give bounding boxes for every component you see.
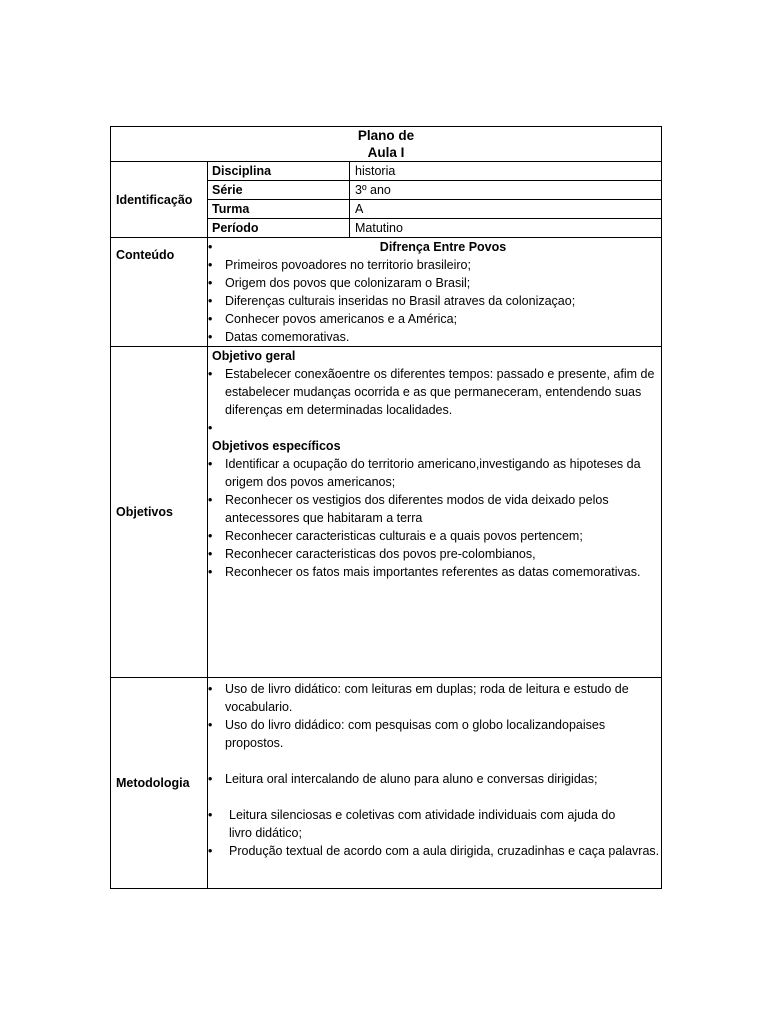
- list-item: [208, 238, 661, 256]
- conteudo-cell: [208, 238, 662, 347]
- list-item: [208, 527, 661, 545]
- list-item: [208, 310, 661, 328]
- list-item-text: • Leitura oral intercalando de aluno para aluno e conversas dirigidas;: [225, 772, 598, 786]
- serie-key: Série: [208, 181, 350, 200]
- list-item-text: • Conhecer povos americanos e a América;: [225, 312, 458, 326]
- list-item-text: • Identificar a ocupação do territorio americano,investigando as hipoteses da origem dos povos americanos;: [225, 457, 641, 489]
- list-item-text: • Reconhecer os fatos mais importantes referentes as datas comemorativas.: [225, 565, 641, 579]
- metodologia-label: Metodologia: [111, 678, 208, 889]
- list-item-text: • Datas comemorativas.: [225, 330, 350, 344]
- turma-key: Turma: [208, 200, 350, 219]
- lesson-plan-table: [110, 126, 662, 889]
- row-disciplina: [111, 162, 662, 181]
- list-item: [208, 292, 661, 310]
- list-item: [208, 806, 661, 842]
- list-item: [208, 680, 661, 716]
- list-item: [208, 328, 661, 346]
- list-item-text: • Uso de livro didático: com leituras em duplas; roda de leitura e estudo de vocabulario.: [225, 682, 629, 714]
- row-conteudo: [111, 238, 662, 347]
- list-item: [208, 256, 661, 274]
- list-item-text: • Primeiros povoadores no territorio brasileiro;: [225, 258, 471, 272]
- row-objetivos: [111, 347, 662, 678]
- list-item: [208, 545, 661, 563]
- identificacao-label: Identificação: [111, 162, 208, 238]
- disciplina-key: Disciplina: [208, 162, 350, 181]
- list-item-text: • Uso do livro didádico: com pesquisas com o globo localizandopaises propostos.: [225, 718, 606, 750]
- title-line-1: Plano de: [357, 128, 415, 143]
- list-item: [208, 365, 661, 419]
- serie-value: 3º ano: [350, 181, 662, 200]
- list-item-text: • Reconhecer os vestigios dos diferentes modos de vida deixado pelos antecessores que habitaram a terra: [225, 493, 609, 525]
- title-line-2: Aula I: [367, 145, 405, 160]
- turma-value: A: [350, 200, 662, 219]
- metodologia-list-2: [208, 770, 661, 788]
- metodologia-list-3: [208, 806, 661, 860]
- periodo-key: Período: [208, 219, 350, 238]
- row-metodologia: [111, 678, 662, 889]
- list-item-text: • Diferenças culturais inseridas no Brasil atraves da colonizaçao;: [225, 294, 576, 308]
- list-item-text: • Reconhecer caracteristicas dos povos pre-colombianos,: [225, 547, 536, 561]
- list-item-text: • Produção textual de acordo com a aula dirigida, cruzadinhas e caça palavras.: [229, 844, 660, 858]
- list-item: [208, 274, 661, 292]
- objetivos-cell: [208, 347, 662, 678]
- list-item: [208, 770, 661, 788]
- conteudo-list: [208, 238, 661, 346]
- empty-bullet: [208, 419, 661, 437]
- list-item: [208, 491, 661, 527]
- conteudo-heading: • Difrença Entre Povos: [379, 240, 507, 254]
- list-item-text: • Estabelecer conexãoentre os diferentes tempos: passado e presente, afim de estabelecer mudanças ocorrida e as que permaneceram, entendendo suas diferenças em determinadas localidades.: [225, 367, 655, 417]
- list-item-text: • Reconhecer caracteristicas culturais e a quais povos pertencem;: [225, 529, 583, 543]
- objetivo-geral-title: Objetivo geral: [212, 349, 296, 363]
- list-item: [208, 716, 661, 752]
- metodologia-cell: [208, 678, 662, 889]
- objetivo-geral-list: [208, 365, 661, 437]
- list-item: [208, 842, 661, 860]
- conteudo-label: Conteúdo: [111, 238, 208, 347]
- document-title: [111, 127, 662, 162]
- objetivos-especificos-title: Objetivos específicos: [212, 439, 341, 453]
- list-item-text: • Leitura silenciosas e coletivas com atividade individuais com ajuda do livro didático;: [229, 808, 616, 840]
- periodo-value: Matutino: [350, 219, 662, 238]
- objetivos-label: Objetivos: [111, 347, 208, 678]
- list-item: [208, 563, 661, 581]
- list-item: [208, 455, 661, 491]
- list-item-text: • Origem dos povos que colonizaram o Brasil;: [225, 276, 471, 290]
- disciplina-value: historia: [350, 162, 662, 181]
- objetivos-especificos-list: [208, 455, 661, 581]
- metodologia-list: [208, 678, 661, 752]
